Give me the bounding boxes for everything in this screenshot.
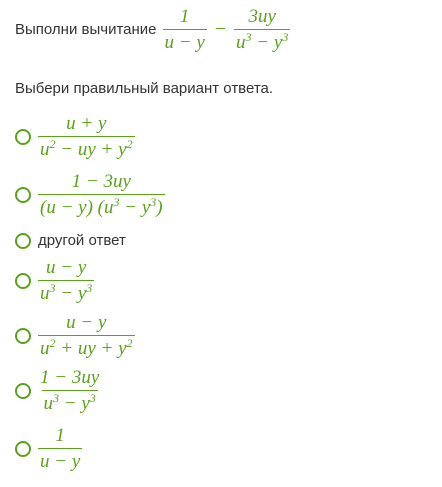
first-fraction (163, 7, 207, 52)
answer-option[interactable] (15, 172, 165, 217)
second-fraction-numerator: 3uy (248, 5, 276, 27)
first-fraction-numerator: 1 (179, 5, 190, 27)
instruction-text: Выбери правильный вариант ответа. (15, 80, 274, 97)
answer-option[interactable] (15, 368, 101, 413)
answer-option[interactable] (15, 426, 82, 471)
answer-fraction: $\frac{u + y}{u^2 - uy + y^2}$ (40, 113, 133, 160)
answer-fraction: $\frac{u - y}{u^3 - y^3}$ (40, 257, 93, 304)
radio-button[interactable] (15, 129, 31, 145)
answer-option[interactable] (15, 258, 94, 303)
answer-fraction: $\frac{1}{u - y}$ (40, 425, 81, 472)
first-fraction-denominator: u − y (163, 29, 207, 52)
radio-button[interactable] (15, 441, 31, 457)
answer-option[interactable] (15, 114, 135, 159)
second-fraction-denominator: $u^3 - y^3$ (236, 29, 289, 53)
answer-fraction: $\frac{u - y}{u^2 + uy + y^2}$ (40, 312, 133, 359)
radio-button[interactable] (15, 233, 31, 249)
task-text: Выполни вычитание (15, 20, 157, 38)
radio-button[interactable] (15, 328, 31, 344)
radio-button[interactable] (15, 383, 31, 399)
answer-option[interactable] (15, 232, 126, 249)
answer-option[interactable] (15, 313, 135, 358)
radio-button[interactable] (15, 187, 31, 203)
radio-button[interactable] (15, 273, 31, 289)
second-fraction (234, 7, 290, 52)
task-prompt (15, 4, 435, 54)
answer-option-text: другой ответ (38, 232, 126, 249)
minus-operator: − (214, 17, 227, 40)
answer-fraction: $\frac{1 - 3uy}{(u - y) (u^3 - y^3)}$ (40, 171, 163, 218)
answer-fraction: $\frac{1 - 3uy}{u^3 - y^3}$ (40, 367, 100, 414)
